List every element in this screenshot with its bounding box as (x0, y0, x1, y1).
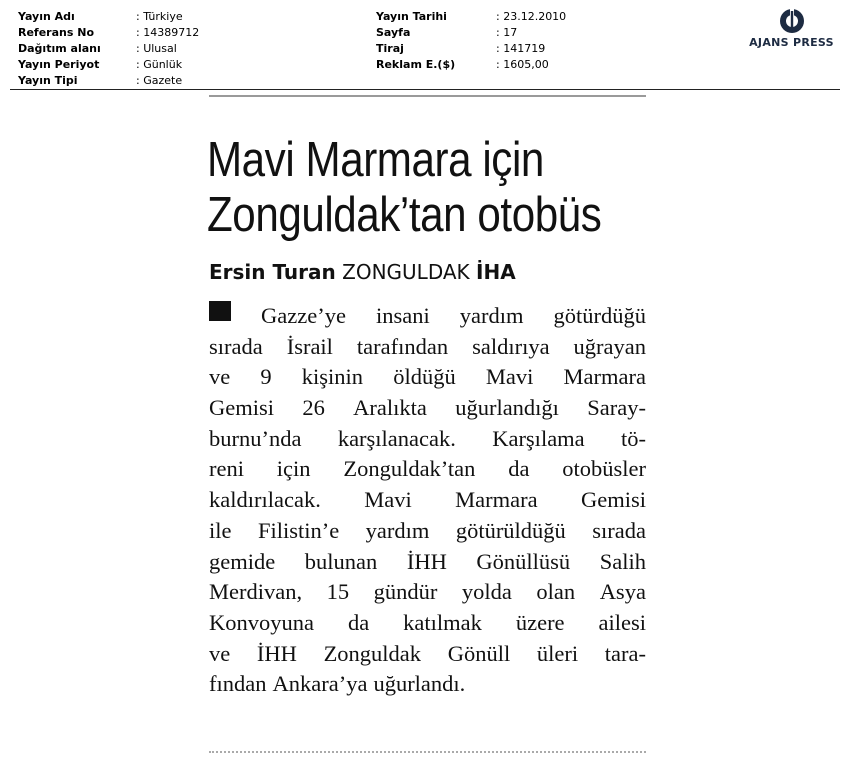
body-word: İHH (256, 640, 297, 666)
body-word: karşılanacak. (337, 425, 456, 451)
meta-value: : 1605,00 (496, 58, 549, 71)
body-word: üleri (536, 640, 579, 666)
body-line (209, 577, 646, 608)
body-word: uğurlandığı (455, 395, 559, 421)
meta-label: Tiraj (376, 42, 404, 55)
body-word: Asya (599, 579, 646, 605)
meta-value: : Günlük (136, 58, 183, 71)
body-word: kişinin (301, 364, 364, 390)
article-body (209, 301, 646, 700)
body-word: Gazze’ye (261, 303, 346, 328)
body-word: Filistin’e (257, 517, 340, 543)
body-word: ve (209, 364, 231, 390)
body-word: Zonguldak’tan (343, 456, 476, 482)
body-line (209, 301, 646, 332)
body-word: Saray- (587, 395, 646, 421)
body-word: da (508, 456, 530, 482)
article-top-rule (209, 95, 646, 97)
body-word: tö- (621, 425, 646, 451)
body-word: İsrail (286, 333, 333, 359)
byline-location: ZONGULDAK (342, 260, 470, 284)
ajans-press-logo-icon (779, 8, 805, 34)
body-word: Salih (599, 548, 646, 574)
meta-label: Dağıtım alanı (18, 42, 101, 55)
meta-value: : Türkiye (136, 10, 183, 23)
body-word: da (347, 609, 370, 635)
body-line (209, 639, 646, 670)
body-word: üzere (515, 609, 565, 635)
clipping-meta-right (376, 9, 566, 73)
meta-value: : Gazete (136, 74, 183, 87)
body-word: tara- (604, 640, 646, 666)
body-word: Konvoyuna (209, 609, 314, 635)
body-word: reni (209, 456, 244, 482)
meta-label: Yayın Tarihi (376, 10, 447, 23)
meta-row (376, 41, 566, 57)
meta-label: Referans No (18, 26, 94, 39)
body-word: fından (209, 671, 267, 697)
meta-label: Reklam E.($) (376, 58, 456, 71)
clipping-meta-left (18, 9, 199, 89)
body-word: 26 (302, 395, 325, 421)
body-word: için (276, 456, 311, 482)
body-line (209, 424, 646, 455)
paragraph-square-icon (209, 301, 231, 321)
body-word: Gönüll (447, 640, 511, 666)
body-line (209, 608, 646, 639)
body-word: Merdivan, (209, 579, 303, 605)
meta-row (18, 25, 199, 41)
header-separator (10, 89, 840, 90)
body-word: gündür (373, 579, 438, 605)
body-word: sırada (592, 517, 646, 543)
body-word: Marmara (563, 364, 646, 390)
body-word: Mavi (485, 364, 534, 390)
body-line (209, 516, 646, 547)
byline-agency: İHA (476, 260, 516, 284)
body-word: bulunan (304, 548, 378, 574)
body-word: Marmara (455, 487, 538, 513)
meta-row (18, 57, 199, 73)
meta-value: : 141719 (496, 42, 546, 55)
body-word: uğrayan (573, 333, 646, 359)
meta-row (18, 41, 199, 57)
logo-brand-text: AJANS PRESS (749, 36, 834, 49)
meta-label: Yayın Tipi (18, 74, 78, 87)
body-line (209, 485, 646, 516)
meta-row (18, 9, 199, 25)
body-word: Gemisi (581, 487, 646, 513)
article-bottom-rule (209, 751, 646, 753)
body-word: yardım (365, 517, 430, 543)
meta-value: : 23.12.2010 (496, 10, 567, 23)
ajans-press-logo (744, 8, 839, 49)
body-word: ile (209, 517, 232, 543)
body-word: 15 (326, 579, 350, 605)
meta-row (376, 57, 566, 73)
body-line (209, 669, 646, 700)
body-word: Karşılama (492, 425, 585, 451)
meta-value: : 17 (496, 26, 518, 39)
headline-line: Zonguldak’tan otobüs (207, 188, 602, 242)
body-word: sırada (209, 333, 263, 359)
body-word: Ankara’ya (272, 671, 368, 697)
body-word: Zonguldak (323, 640, 422, 666)
body-word: insani (375, 303, 430, 328)
meta-row (376, 9, 566, 25)
body-word: olan (536, 579, 576, 605)
body-line (209, 332, 646, 363)
body-word: yolda (461, 579, 512, 605)
body-word: Gönüllüsü (476, 548, 571, 574)
body-word: tarafından (356, 333, 449, 359)
body-word: burnu’nda (209, 425, 302, 451)
meta-row (376, 25, 566, 41)
body-word: götürdüğü (553, 303, 646, 328)
body-word: otobüsler (562, 456, 646, 482)
body-word: Aralıkta (353, 395, 427, 421)
body-word: saldırıya (472, 333, 550, 359)
body-line (209, 393, 646, 424)
meta-label: Yayın Adı (18, 10, 75, 23)
body-line (209, 547, 646, 578)
body-word: Gemisi (209, 395, 274, 421)
body-word: öldüğü (393, 364, 456, 390)
body-word: Mavi (364, 487, 412, 513)
article-headline (207, 133, 602, 243)
body-word: ailesi (598, 609, 646, 635)
body-word: kaldırılacak. (209, 487, 321, 513)
meta-label: Yayın Periyot (18, 58, 100, 71)
body-word: yardım (459, 303, 524, 328)
body-word: götürüldüğü (455, 517, 566, 543)
meta-value: : Ulusal (136, 42, 177, 55)
body-word: gemide (209, 548, 276, 574)
body-line (209, 362, 646, 393)
meta-row (18, 73, 199, 89)
body-word: ve (209, 640, 231, 666)
body-line (209, 454, 646, 485)
body-word: İHH (406, 548, 447, 574)
body-word: 9 (260, 364, 272, 390)
byline-author: Ersin Turan (209, 260, 336, 284)
article-byline (209, 260, 516, 284)
meta-value: : 14389712 (136, 26, 200, 39)
headline-line: Mavi Marmara için (207, 133, 544, 187)
body-word: katılmak (403, 609, 482, 635)
body-word: uğurlandı. (373, 671, 466, 697)
meta-label: Sayfa (376, 26, 411, 39)
